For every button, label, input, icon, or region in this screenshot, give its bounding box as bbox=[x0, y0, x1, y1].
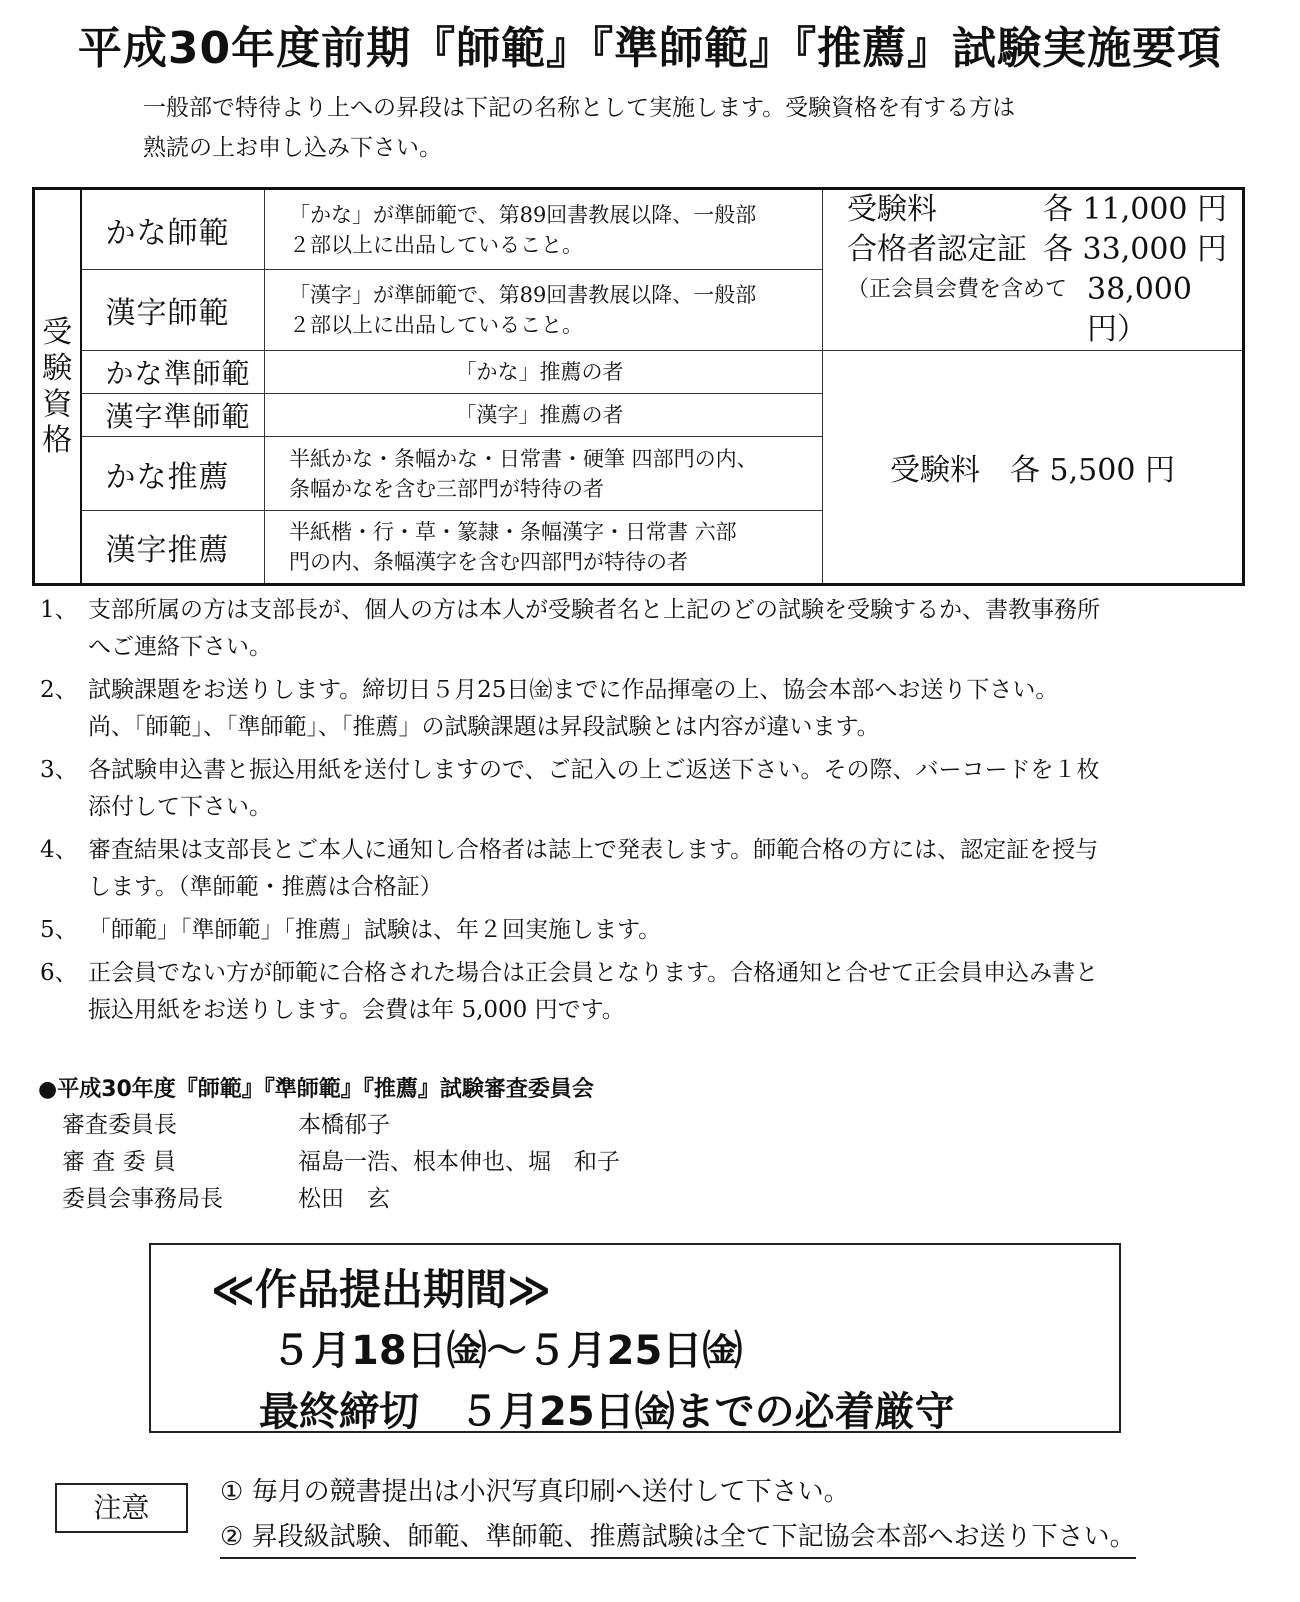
other-fee: 受験料 各 5,500 円 bbox=[823, 351, 1244, 585]
exam-requirement: 「かな」推薦の者 bbox=[265, 351, 823, 394]
note-number: 6、 bbox=[40, 960, 78, 986]
caution-item: ① 毎月の競書提出は小沢写真印刷へ送付して下さい。 bbox=[220, 1477, 850, 1507]
exam-name: かな師範 bbox=[81, 189, 265, 270]
qualification-table bbox=[32, 187, 1245, 586]
page-title: 平成30年度前期『師範』『準師範』『推薦』試験実施要項 bbox=[77, 23, 1223, 74]
exam-name: 漢字準師範 bbox=[81, 394, 265, 437]
member-role: 審 査 委 員 bbox=[62, 1149, 176, 1175]
list-item bbox=[40, 912, 1245, 949]
intro-line: 一般部で特待より上への昇段は下記の名称として実施します。受験資格を有する方は bbox=[143, 95, 1016, 121]
note-text: 試験課題をお送りします。締切日５月25日㈮までに作品揮毫の上、協会本部へお送り下さい。 尚、「師範」、「準師範」、「推薦」の試験課題は昇段試験とは内容が違います。 bbox=[88, 677, 1059, 740]
final-deadline: 最終締切 ５月25日㈮までの必着厳守 bbox=[259, 1389, 955, 1435]
list-item bbox=[40, 832, 1245, 906]
intro-line: 熟読の上お申し込み下さい。 bbox=[143, 135, 442, 161]
cert-fee-label: 合格者認定証 bbox=[847, 232, 1027, 267]
exam-requirement: 「漢字」が準師範で、第89回書教展以降、一般部 ２部以上に出品していること。 bbox=[265, 270, 823, 351]
notes-list bbox=[40, 592, 1245, 1035]
exam-requirement: 「かな」が準師範で、第89回書教展以降、一般部 ２部以上に出品していること。 bbox=[265, 189, 823, 270]
exam-fee-label: 受験料 bbox=[847, 192, 937, 227]
exam-name: 漢字師範 bbox=[81, 270, 265, 351]
note-number: 3、 bbox=[40, 757, 78, 783]
caution-label: 注意 bbox=[55, 1483, 188, 1533]
committee-member bbox=[38, 1181, 620, 1218]
exam-requirement: 半紙かな・条幅かな・日常書・硬筆 四部門の内、 条幅かなを含む三部門が特待の者 bbox=[265, 437, 823, 511]
committee-member bbox=[38, 1144, 620, 1181]
period-heading: ≪作品提出期間≫ bbox=[211, 1265, 551, 1314]
member-fee-note: （正会員会費を含めて bbox=[847, 277, 1068, 302]
committee-member bbox=[38, 1107, 620, 1144]
note-text: 正会員でない方が師範に合格された場合は正会員となります。合格通知と合せて正会員申込み書と 振込用紙をお送りします。会費は年 5,000 円です。 bbox=[88, 960, 1099, 1023]
list-item bbox=[40, 955, 1245, 1029]
cert-fee-amount: 各 33,000 円 bbox=[1043, 232, 1228, 267]
note-text: 支部所属の方は支部長が、個人の方は本人が受験者名と上記のどの試験を受験するか、書教事務所 へご連絡下さい。 bbox=[88, 597, 1100, 660]
committee-section bbox=[38, 1072, 620, 1218]
note-number: 1、 bbox=[40, 597, 78, 623]
note-number: 4、 bbox=[40, 837, 78, 863]
member-role: 委員会事務局長 bbox=[62, 1186, 223, 1212]
member-names: 福島一浩、根本伸也、堀 和子 bbox=[298, 1149, 620, 1175]
member-names: 松田 玄 bbox=[298, 1186, 390, 1212]
qualification-side-label: 受 験 資 格 bbox=[34, 189, 81, 585]
table-row bbox=[34, 189, 1244, 270]
note-number: 2、 bbox=[40, 677, 78, 703]
exam-requirement: 「漢字」推薦の者 bbox=[265, 394, 823, 437]
period-range: ５月18日㈮〜５月25日㈮ bbox=[271, 1328, 743, 1374]
table-row bbox=[34, 351, 1244, 394]
intro-text bbox=[143, 88, 1223, 168]
member-role: 審査委員長 bbox=[62, 1112, 177, 1138]
master-fee bbox=[823, 189, 1244, 351]
note-number: 5、 bbox=[40, 917, 78, 943]
note-text: 審査結果は支部長とご本人に通知し合格者は誌上で発表します。師範合格の方には、認定証を授与 します。（準師範・推薦は合格証） bbox=[88, 837, 1099, 900]
committee-heading: ●平成30年度『師範』『準師範』『推薦』試験審査委員会 bbox=[38, 1077, 594, 1102]
note-text: 各試験申込書と振込用紙を送付しますので、ご記入の上ご返送下さい。その際、バーコードを１枚 添付して下さい。 bbox=[88, 757, 1100, 820]
member-fee-amount: 38,000 円） bbox=[1087, 272, 1192, 347]
list-item bbox=[40, 672, 1245, 746]
member-names: 本橋郁子 bbox=[298, 1112, 390, 1138]
caution-item: ② 昇段級試験、師範、準師範、推薦試験は全て下記協会本部へお送り下さい。 bbox=[220, 1516, 1136, 1559]
submission-period-box bbox=[149, 1243, 1121, 1433]
exam-name: かな推薦 bbox=[81, 437, 265, 511]
exam-name: かな準師範 bbox=[81, 351, 265, 394]
list-item bbox=[40, 752, 1245, 826]
note-text: 「師範」「準師範」「推薦」試験は、年２回実施します。 bbox=[88, 917, 662, 943]
exam-requirement: 半紙楷・行・草・篆隷・条幅漢字・日常書 六部 門の内、条幅漢字を含む四部門が特待の者 bbox=[265, 511, 823, 585]
list-item bbox=[40, 592, 1245, 666]
exam-name: 漢字推薦 bbox=[81, 511, 265, 585]
exam-fee-amount: 各 11,000 円 bbox=[1043, 192, 1228, 227]
